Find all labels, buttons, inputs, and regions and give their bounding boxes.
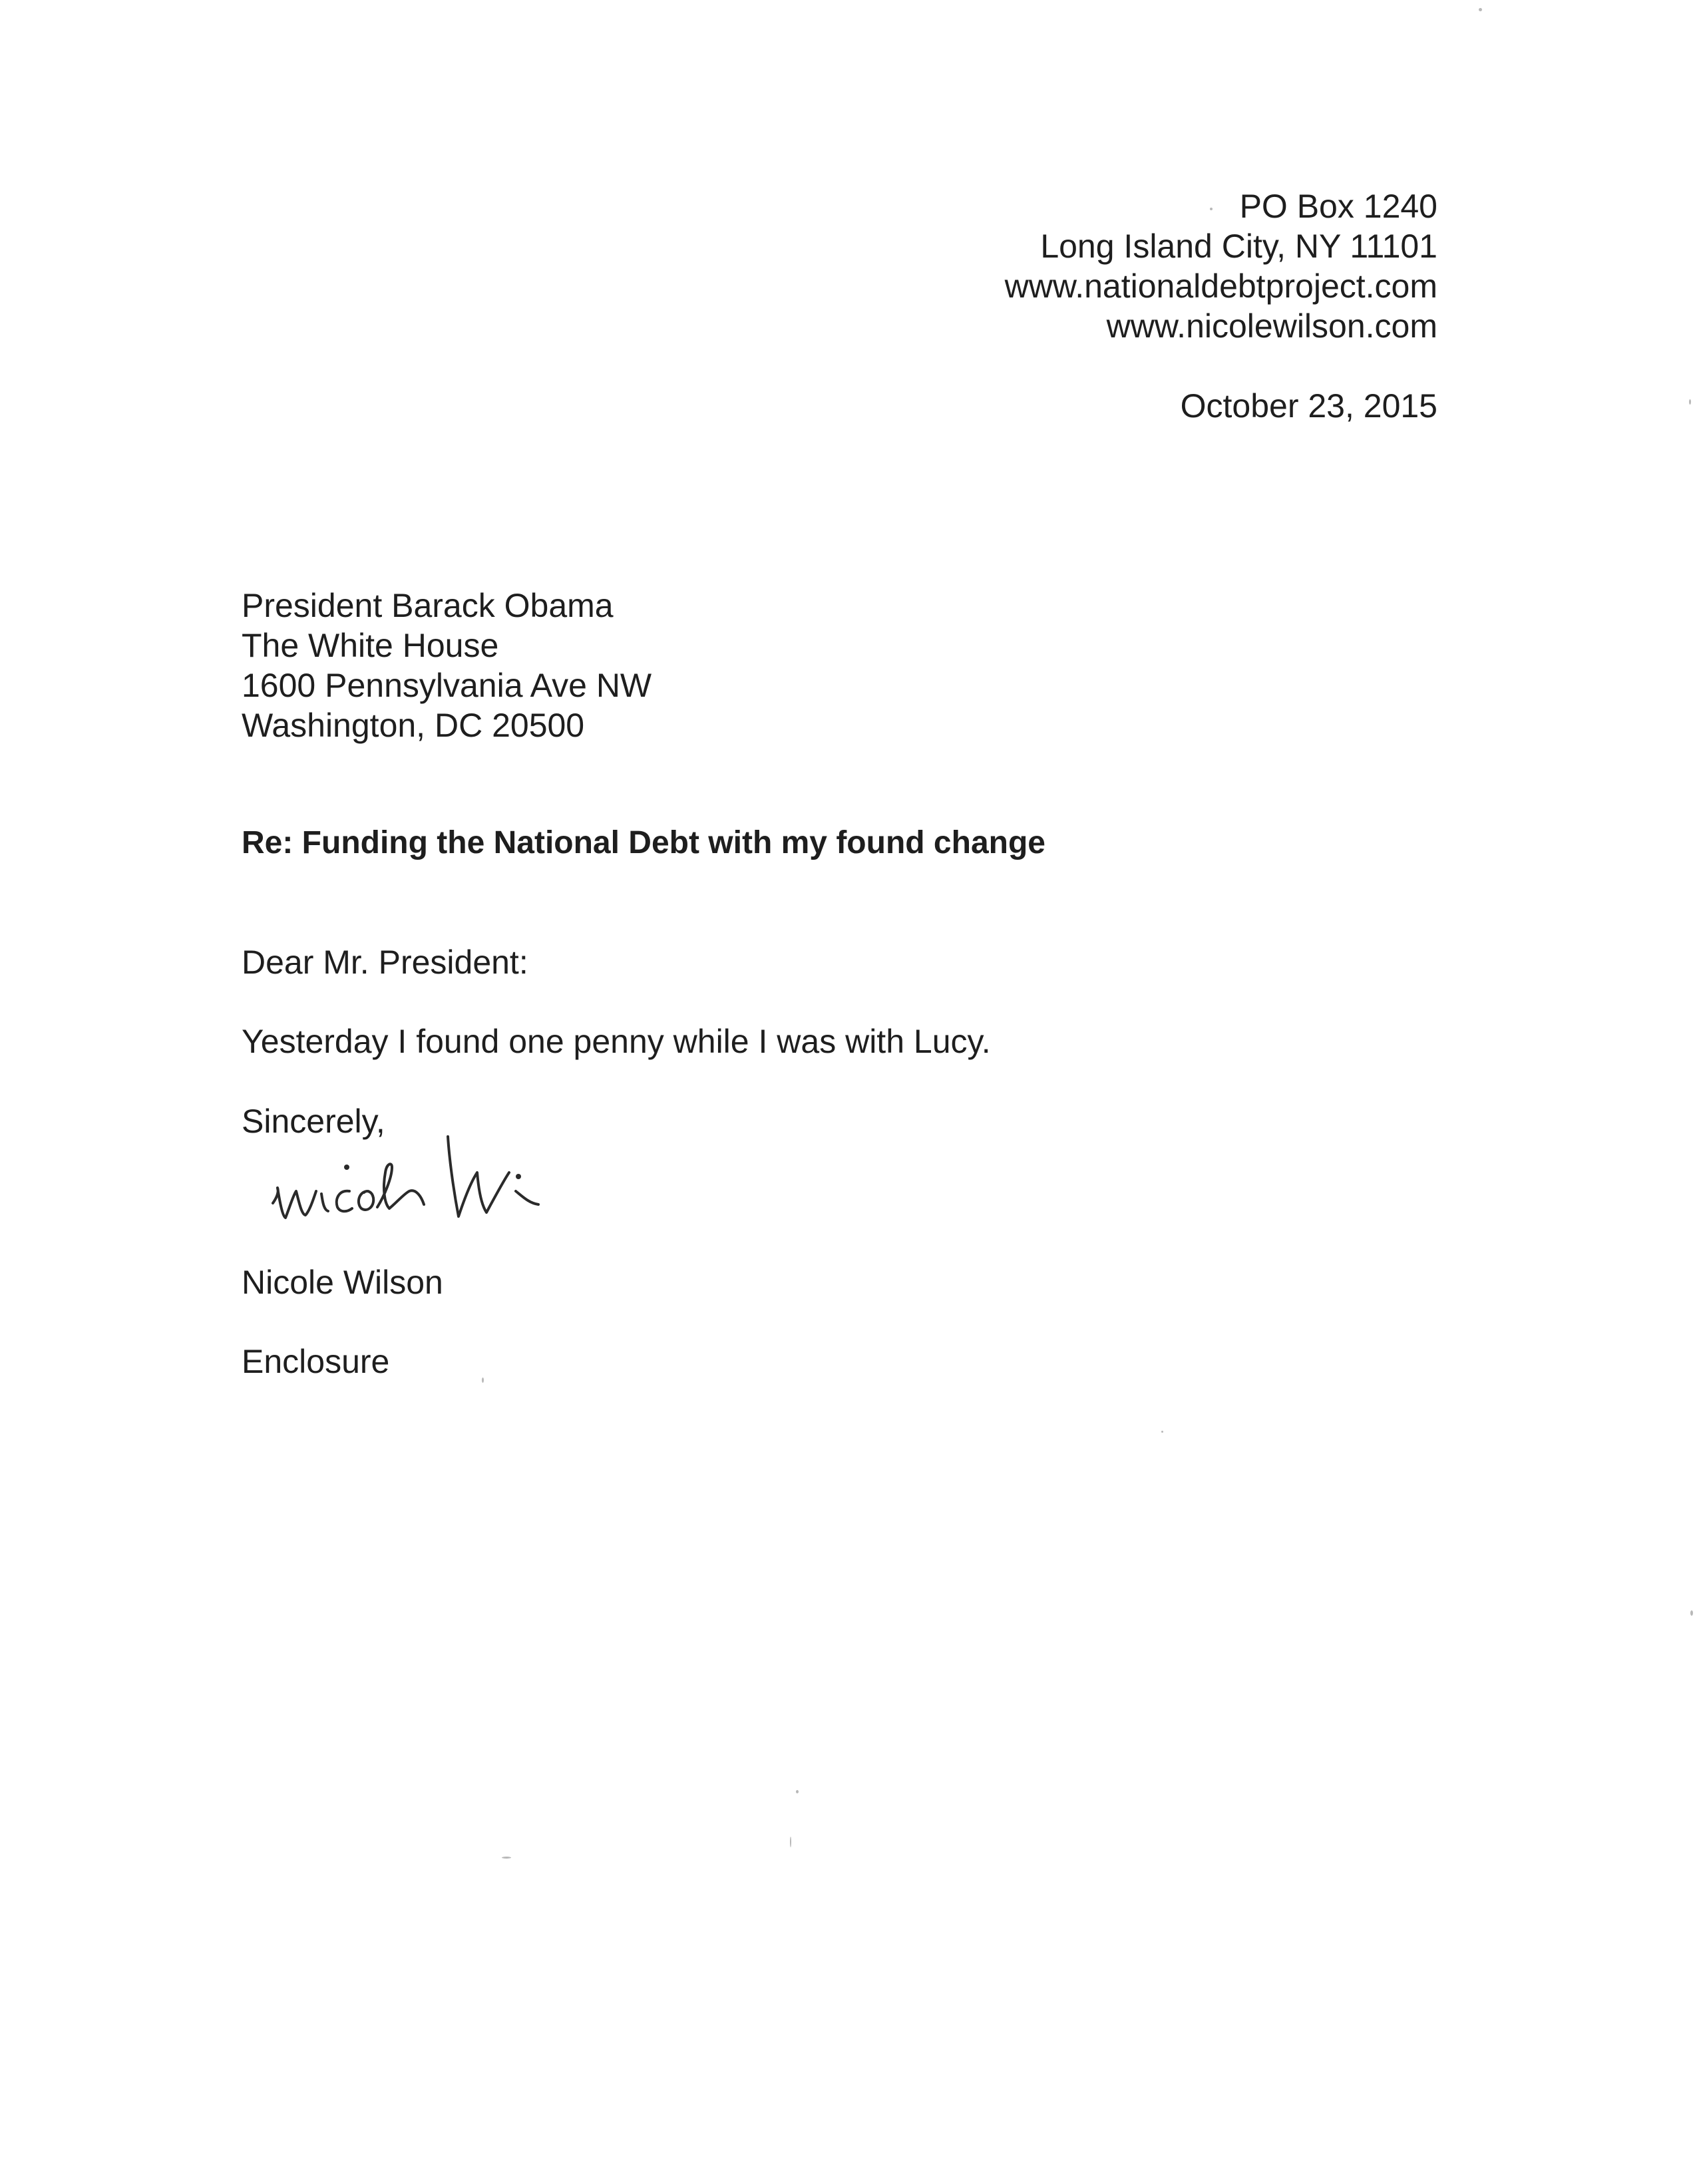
recipient-line-1: The White House bbox=[242, 627, 499, 664]
sender-address-line-1: PO Box 1240 bbox=[1239, 188, 1437, 225]
scan-speck bbox=[1690, 1610, 1693, 1616]
handwritten-signature-icon bbox=[270, 1125, 576, 1238]
sender-address-line-2: Long Island City, NY 11101 bbox=[1040, 228, 1437, 265]
sender-address-block bbox=[1005, 186, 1437, 346]
scan-speck bbox=[796, 1790, 799, 1793]
scan-speck bbox=[1689, 399, 1691, 405]
scan-speck bbox=[502, 1857, 511, 1859]
letter-date: October 23, 2015 bbox=[1180, 387, 1437, 425]
scan-speck bbox=[790, 1837, 791, 1847]
recipient-name: President Barack Obama bbox=[242, 587, 614, 624]
signer-name: Nicole Wilson bbox=[242, 1264, 443, 1301]
recipient-line-2: 1600 Pennsylvania Ave NW bbox=[242, 667, 652, 704]
sender-website-1: www.nationaldebtproject.com bbox=[1004, 268, 1437, 305]
sender-website-2: www.nicolewilson.com bbox=[1106, 307, 1437, 345]
recipient-address-block bbox=[242, 586, 652, 745]
enclosure-notation: Enclosure bbox=[242, 1343, 390, 1380]
scan-speck bbox=[1479, 8, 1482, 11]
letter-body: Yesterday I found one penny while I was with Lucy. bbox=[242, 1023, 991, 1060]
subject-line: Re: Funding the National Debt with my found change bbox=[242, 825, 1045, 860]
scan-speck bbox=[1210, 208, 1213, 210]
salutation: Dear Mr. President: bbox=[242, 944, 528, 981]
scan-speck bbox=[482, 1377, 484, 1383]
closing: Sincerely, bbox=[242, 1103, 385, 1140]
recipient-line-3: Washington, DC 20500 bbox=[242, 707, 585, 744]
scan-speck bbox=[1161, 1431, 1163, 1433]
